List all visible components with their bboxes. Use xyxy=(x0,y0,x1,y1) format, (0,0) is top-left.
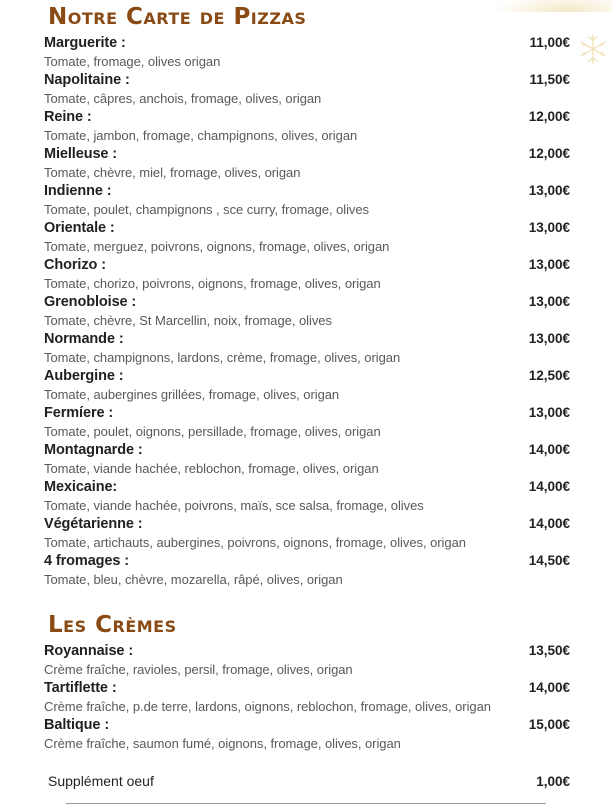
menu-item-name: Aubergine : xyxy=(44,368,124,384)
menu-item-price: 13,00€ xyxy=(528,183,570,198)
menu-item-head xyxy=(44,181,570,201)
menu-item-description: Tomate, câpres, anchois, fromage, olives, origan xyxy=(44,91,322,106)
menu-item-mielleuse xyxy=(0,144,612,181)
menu-item-name: Napolitaine : xyxy=(44,72,130,88)
menu-item-name: Grenobloise : xyxy=(44,294,137,310)
menu-item-head xyxy=(44,366,570,386)
pizza-list xyxy=(0,33,612,588)
menu-item-head xyxy=(44,715,570,735)
menu-item-price: 11,50€ xyxy=(529,72,570,87)
menu-item-description: Tomate, jambon, fromage, champignons, olives, origan xyxy=(44,128,358,143)
menu-item-marguerite xyxy=(0,33,612,70)
menu-item-head xyxy=(44,403,570,423)
menu-item-description: Crème fraîche, ravioles, persil, fromage, olives, origan xyxy=(44,662,353,677)
menu-item-head xyxy=(44,70,570,90)
menu-item-name: Chorizo : xyxy=(44,257,106,273)
menu-item-head xyxy=(44,292,570,312)
menu-item-description: Tomate, poulet, oignons, persillade, fromage, olives, origan xyxy=(44,424,381,439)
menu-item-price: 14,50€ xyxy=(528,553,570,568)
menu-item-fermiere xyxy=(0,403,612,440)
menu-item-vegetarienne xyxy=(0,514,612,551)
menu-item-head xyxy=(44,514,570,534)
menu-item-description: Tomate, champignons, lardons, crème, fromage, olives, origan xyxy=(44,350,401,365)
menu-item-name: Mexicaine: xyxy=(44,479,118,495)
menu-item-price: 13,00€ xyxy=(528,220,570,235)
menu-item-price: 13,00€ xyxy=(528,405,570,420)
menu-item-montagnarde xyxy=(0,440,612,477)
menu-item-head xyxy=(44,641,570,661)
menu-item-description: Crème fraîche, saumon fumé, oignons, fromage, olives, origan xyxy=(44,736,401,751)
menu-item-mexicaine xyxy=(0,477,612,514)
menu-item-head xyxy=(44,255,570,275)
menu-item-description: Tomate, chèvre, St Marcellin, noix, fromage, olives xyxy=(44,313,332,328)
menu-item-price: 14,00€ xyxy=(528,442,570,457)
menu-item-head xyxy=(44,107,570,127)
menu-item-name: Marguerite : xyxy=(44,35,126,51)
menu-item-price: 12,00€ xyxy=(528,146,570,161)
section-title-pizzas: Notre Carte de Pizzas xyxy=(48,4,307,30)
menu-item-baltique xyxy=(0,715,612,752)
menu-item-name: Mielleuse : xyxy=(44,146,118,162)
menu-item-price: 12,50€ xyxy=(528,368,570,383)
menu-item-description: Tomate, aubergines grillées, fromage, olives, origan xyxy=(44,387,340,402)
menu-item-tartiflette xyxy=(0,678,612,715)
menu-item-name: 4 fromages : xyxy=(44,553,130,569)
menu-item-indienne xyxy=(0,181,612,218)
menu-item-price: 15,00€ xyxy=(528,717,570,732)
menu-item-price: 13,00€ xyxy=(528,331,570,346)
supplement-label: Supplément oeuf xyxy=(48,773,154,789)
menu-item-price: 13,00€ xyxy=(528,294,570,309)
menu-item-aubergine xyxy=(0,366,612,403)
menu-item-name: Fermíere : xyxy=(44,405,114,421)
menu-item-description: Crème fraîche, p.de terre, lardons, oignons, reblochon, fromage, olives, origan xyxy=(44,699,491,714)
menu-item-head xyxy=(44,440,570,460)
menu-item-description: Tomate, viande hachée, poivrons, maïs, sce salsa, fromage, olives xyxy=(44,498,424,513)
menu-item-name: Indienne : xyxy=(44,183,112,199)
menu-item-name: Tartiflette : xyxy=(44,680,117,696)
menu-item-price: 14,00€ xyxy=(528,680,570,695)
menu-item-price: 12,00€ xyxy=(528,109,570,124)
menu-item-description: Tomate, fromage, olives origan xyxy=(44,54,221,69)
menu-item-head xyxy=(44,329,570,349)
menu-item-normande xyxy=(0,329,612,366)
menu-item-price: 14,00€ xyxy=(528,516,570,531)
menu-item-head xyxy=(44,144,570,164)
menu-item-royannaise xyxy=(0,641,612,678)
menu-item-description: Tomate, merguez, poivrons, oignons, fromage, olives, origan xyxy=(44,239,390,254)
menu-item-orientale xyxy=(0,218,612,255)
menu-item-name: Normande : xyxy=(44,331,124,347)
menu-item-price: 14,00€ xyxy=(528,479,570,494)
section-title-cremes: Les Crèmes xyxy=(48,612,177,638)
menu-item-description: Tomate, viande hachée, reblochon, fromage, olives, origan xyxy=(44,461,379,476)
menu-item-name: Reine : xyxy=(44,109,92,125)
menu-item-name: Végétarienne : xyxy=(44,516,143,532)
menu-item-reine xyxy=(0,107,612,144)
menu-item-head xyxy=(44,678,570,698)
menu-item-description: Tomate, chèvre, miel, fromage, olives, origan xyxy=(44,165,301,180)
menu-item-description: Tomate, poulet, champignons , sce curry, fromage, olives xyxy=(44,202,369,217)
supplement-price: 1,00€ xyxy=(536,774,570,789)
menu-item-name: Baltique : xyxy=(44,717,110,733)
menu-item-name: Orientale : xyxy=(44,220,115,236)
supplement-row xyxy=(0,771,612,792)
menu-item-name: Royannaise : xyxy=(44,643,134,659)
menu-item-4-fromages xyxy=(0,551,612,588)
menu-item-description: Tomate, artichauts, aubergines, poivrons, oignons, fromage, olives, origan xyxy=(44,535,466,550)
menu-item-price: 13,00€ xyxy=(528,257,570,272)
menu-item-chorizo xyxy=(0,255,612,292)
menu-item-head xyxy=(44,477,570,497)
creme-list xyxy=(0,641,612,752)
menu-item-name: Montagnarde : xyxy=(44,442,143,458)
menu-item-grenobloise xyxy=(0,292,612,329)
menu-item-description: Tomate, bleu, chèvre, mozarella, râpé, olives, origan xyxy=(44,572,343,587)
menu-item-head xyxy=(44,551,570,571)
menu-item-head xyxy=(44,33,570,53)
menu-item-price: 11,00€ xyxy=(529,35,570,50)
menu-item-description: Tomate, chorizo, poivrons, oignons, fromage, olives, origan xyxy=(44,276,381,291)
menu-item-price: 13,50€ xyxy=(528,643,570,658)
menu-item-head xyxy=(44,218,570,238)
menu-item-napolitaine xyxy=(0,70,612,107)
